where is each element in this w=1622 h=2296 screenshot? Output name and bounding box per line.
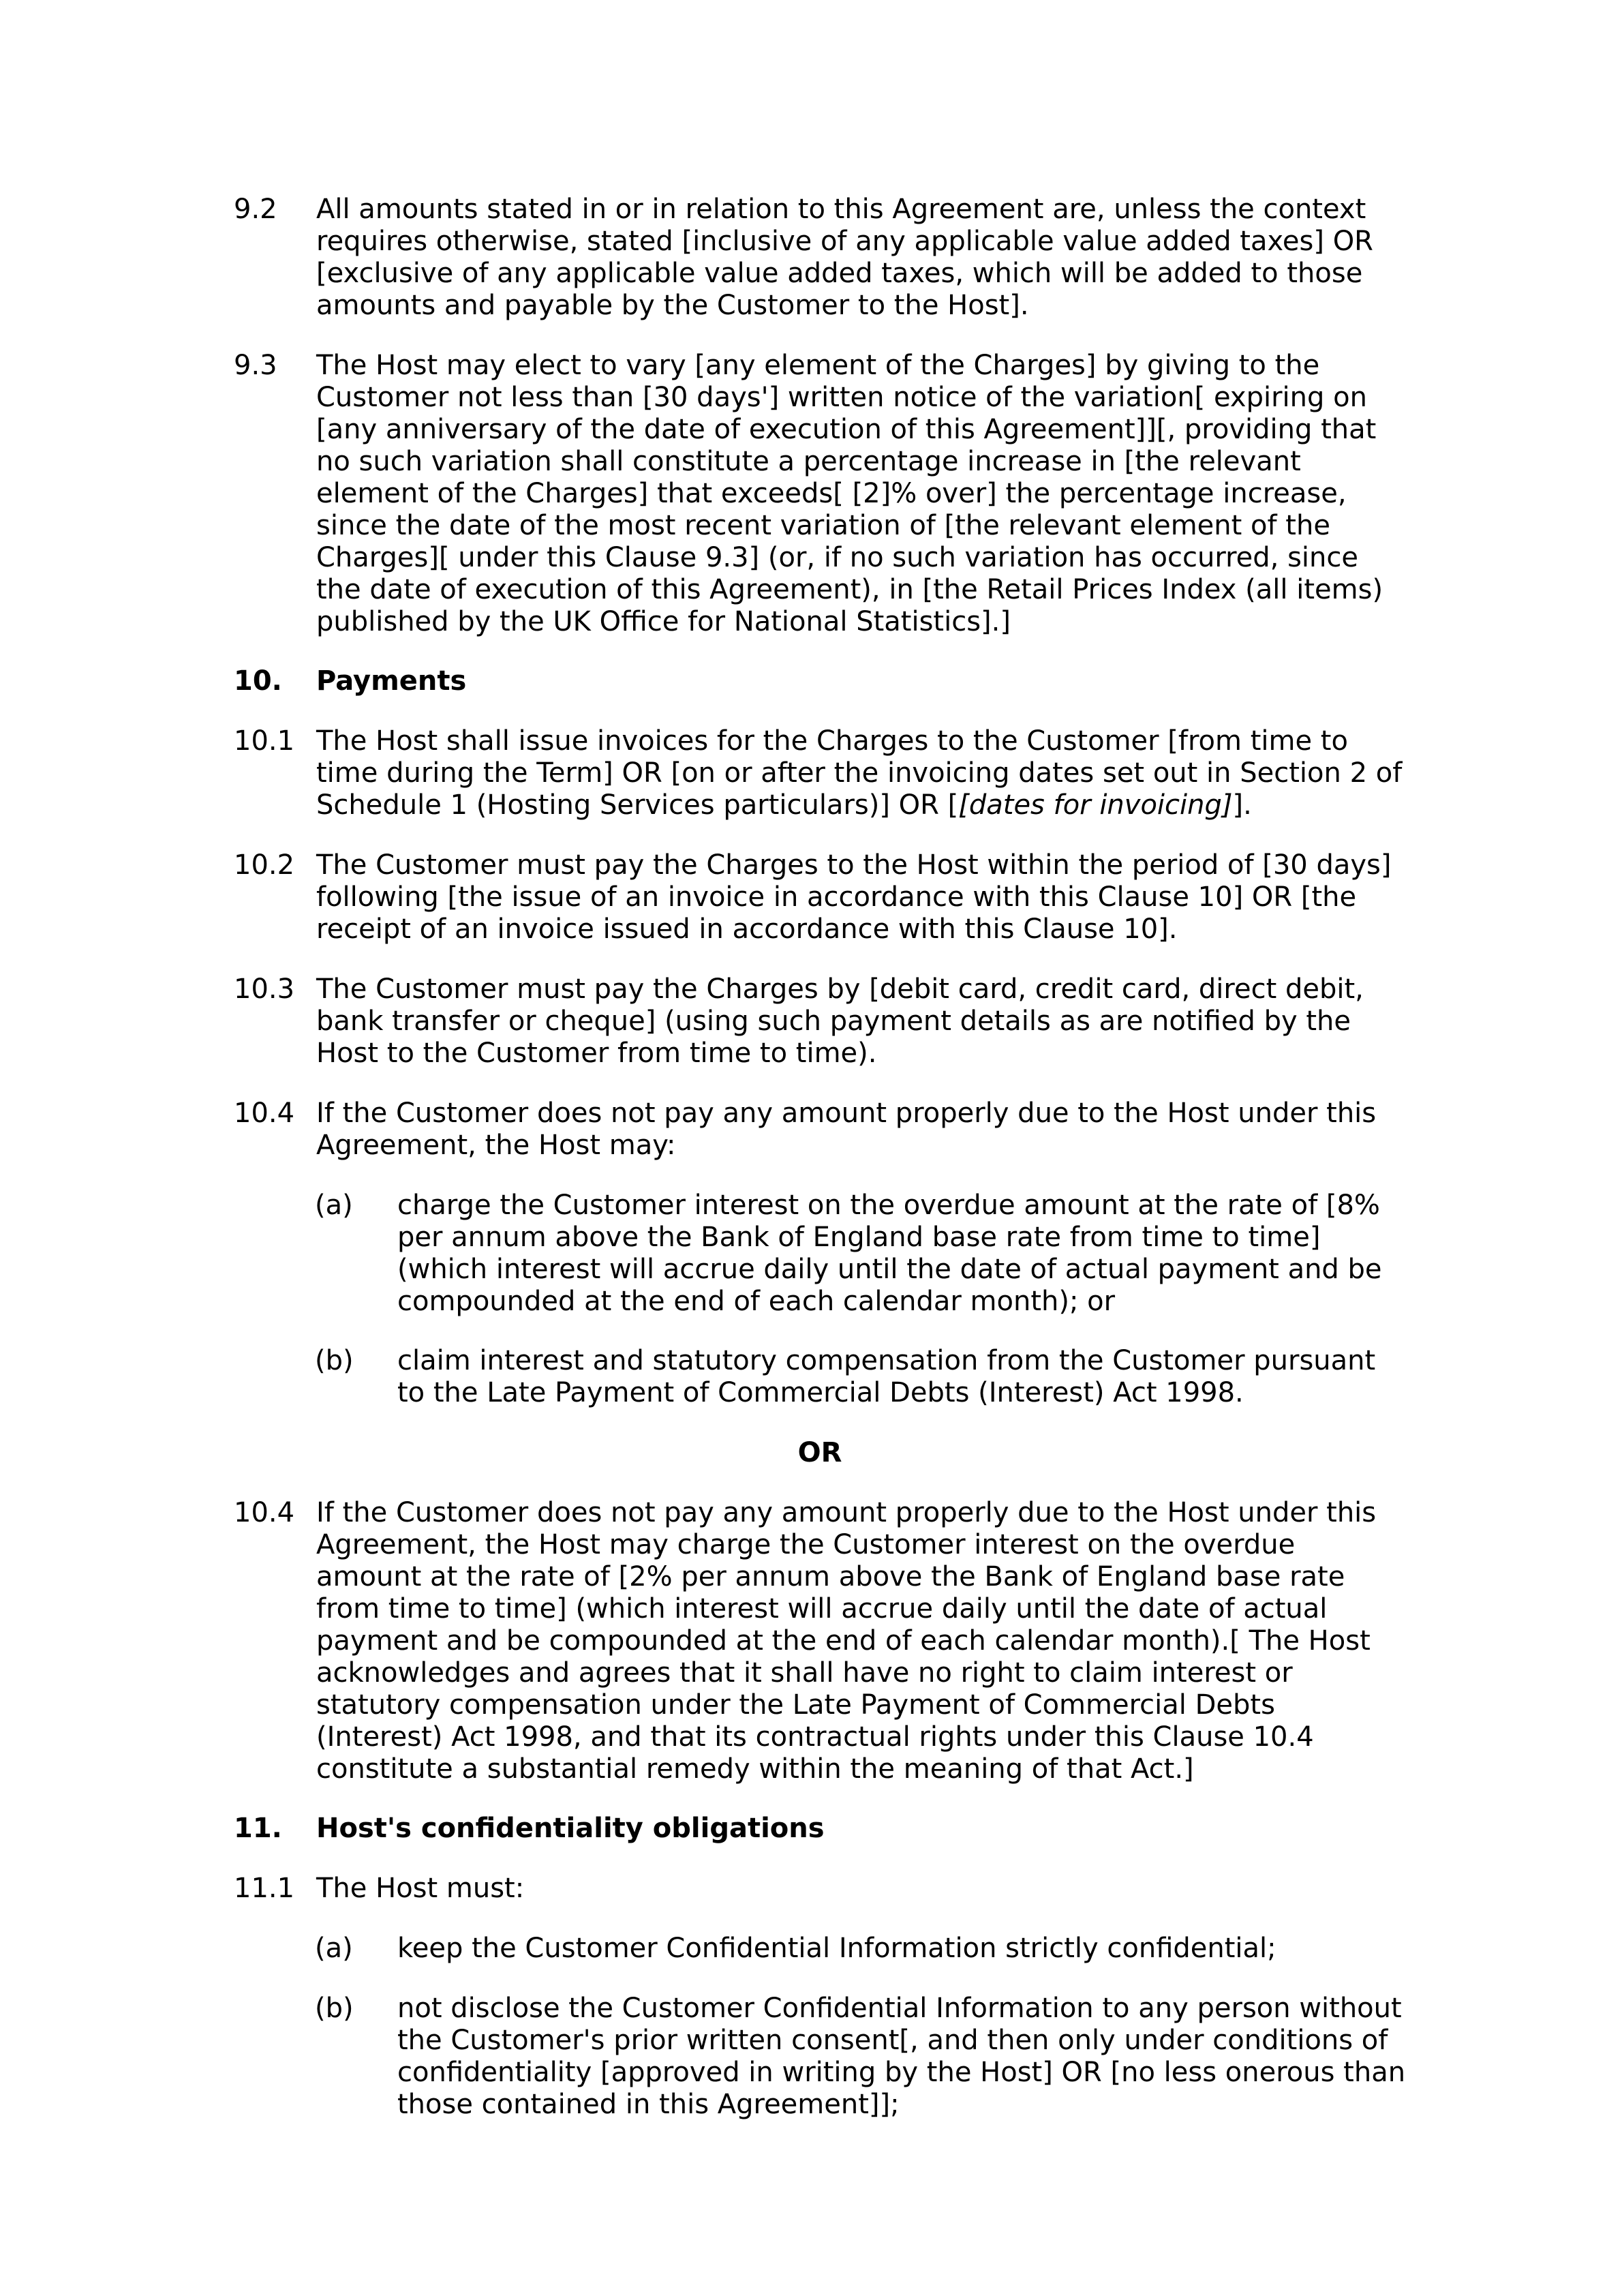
clause-text: The Host must: — [316, 1873, 525, 1904]
subclause-text: keep the Customer Confidential Information strictly confidential; — [397, 1933, 1276, 1964]
clause-text: The Host shall issue invoices for the Charges to the Customer [from time to time during the Term] OR [on or after the invoicing dates set out in Section 2 of Schedule 1 (Hosting Services particulars)] OR [[dates for invoicing]]. — [316, 725, 1403, 821]
clause-number: 10.2 — [234, 849, 295, 881]
clause-10-4-b — [315, 1345, 1406, 1409]
heading-11 — [234, 1813, 1406, 1845]
clause-text: The Customer must pay the Charges by [debit card, credit card, direct debit, bank transfer or cheque] (using such payment details as are notified by the Host to the Customer from time to time). — [316, 973, 1364, 1069]
subclause-text: not disclose the Customer Confidential Information to any person without the Customer's prior written consent[, and then only under conditions of confidentiality [approved in writing by the Host] OR [no less onerous than those contained in this Agreement]]; — [397, 1993, 1406, 2120]
clause-9-3 — [234, 350, 1406, 638]
heading-10 — [234, 665, 1406, 697]
clause-number: 10.1 — [234, 725, 295, 757]
subclause-number: (a) — [315, 1933, 353, 1964]
clause-text: The Host may elect to vary [any element of the Charges] by giving to the Customer not less than [30 days'] written notice of the variation[ expiring on [any anniversary of the date of execution of this Agreement]][, providing that no such variation shall constitute a percentage increase in [the relevant element of the Charges] that exceeds[ [2]% over] the percentage increase, since the date of the most recent variation of [the relevant element of the Charges][ under this Clause 9.3] (or, if no such variation has occurred, since the date of execution of this Agreement), in [the Retail Prices Index (all items) published by the UK Office for National Statistics].] — [316, 350, 1383, 637]
heading-title: Payments — [316, 665, 467, 697]
clause-10-2 — [234, 849, 1406, 946]
subclause-text: charge the Customer interest on the overdue amount at the rate of [8% per annum above the Bank of England base rate from time to time] (which interest will accrue daily until the date of actual payment and be compounded at the end of each calendar month); or — [397, 1190, 1382, 1317]
clause-10-4-alt — [234, 1497, 1406, 1785]
clause-10-4 — [234, 1098, 1406, 1162]
heading-number: 11. — [234, 1813, 282, 1844]
placeholder-text: [dates for invoicing] — [958, 789, 1233, 821]
clause-number: 11.1 — [234, 1873, 295, 1904]
clause-number: 10.3 — [234, 973, 295, 1005]
clause-9-2 — [234, 194, 1406, 322]
clause-11-1 — [234, 1873, 1406, 1905]
clause-number: 9.3 — [234, 350, 277, 381]
clause-11-1-b — [315, 1993, 1406, 2121]
clause-10-3 — [234, 973, 1406, 1070]
clause-11-1-a — [315, 1933, 1406, 1965]
clause-number: 9.2 — [234, 194, 277, 225]
subclause-number: (b) — [315, 1345, 354, 1376]
subclause-text: claim interest and statutory compensation from the Customer pursuant to the Late Payment of Commercial Debts (Interest) Act 1998. — [397, 1345, 1376, 1408]
clause-text: The Customer must pay the Charges to the Host within the period of [30 days] following [the issue of an invoice in accordance with this Clause 10] OR [the receipt of an invoice issued in accordance with this Clause 10]. — [316, 849, 1392, 945]
clause-number: 10.4 — [234, 1098, 295, 1129]
subclause-number: (a) — [315, 1190, 353, 1221]
clause-text: All amounts stated in or in relation to this Agreement are, unless the context requires otherwise, stated [inclusive of any applicable value added taxes] OR [exclusive of any applicable value added taxes, which will be added to those amounts and payable by the Customer to the Host]. — [316, 194, 1373, 321]
clause-10-4-a — [315, 1190, 1406, 1318]
clause-number: 10.4 — [234, 1497, 295, 1528]
clause-text: If the Customer does not pay any amount properly due to the Host under this Agreement, the Host may: — [316, 1098, 1377, 1161]
heading-number: 10. — [234, 665, 282, 697]
or-separator: OR — [797, 1437, 842, 1468]
heading-title: Host's confidentiality obligations — [316, 1813, 825, 1844]
subclause-number: (b) — [315, 1993, 354, 2024]
clause-10-1 — [234, 725, 1406, 821]
clause-text: If the Customer does not pay any amount properly due to the Host under this Agreement, the Host may charge the Customer interest on the overdue amount at the rate of [2% per annum above the Bank of England base rate from time to time] (which interest will accrue daily until the date of actual payment and be compounded at the end of each calendar month).[ The Host acknowledges and agrees that it shall have no right to claim interest or statutory compensation under the Late Payment of Commercial Debts (Interest) Act 1998, and that its contractual rights under this Clause 10.4 constitute a substantial remedy within the meaning of that Act.] — [316, 1497, 1377, 1785]
